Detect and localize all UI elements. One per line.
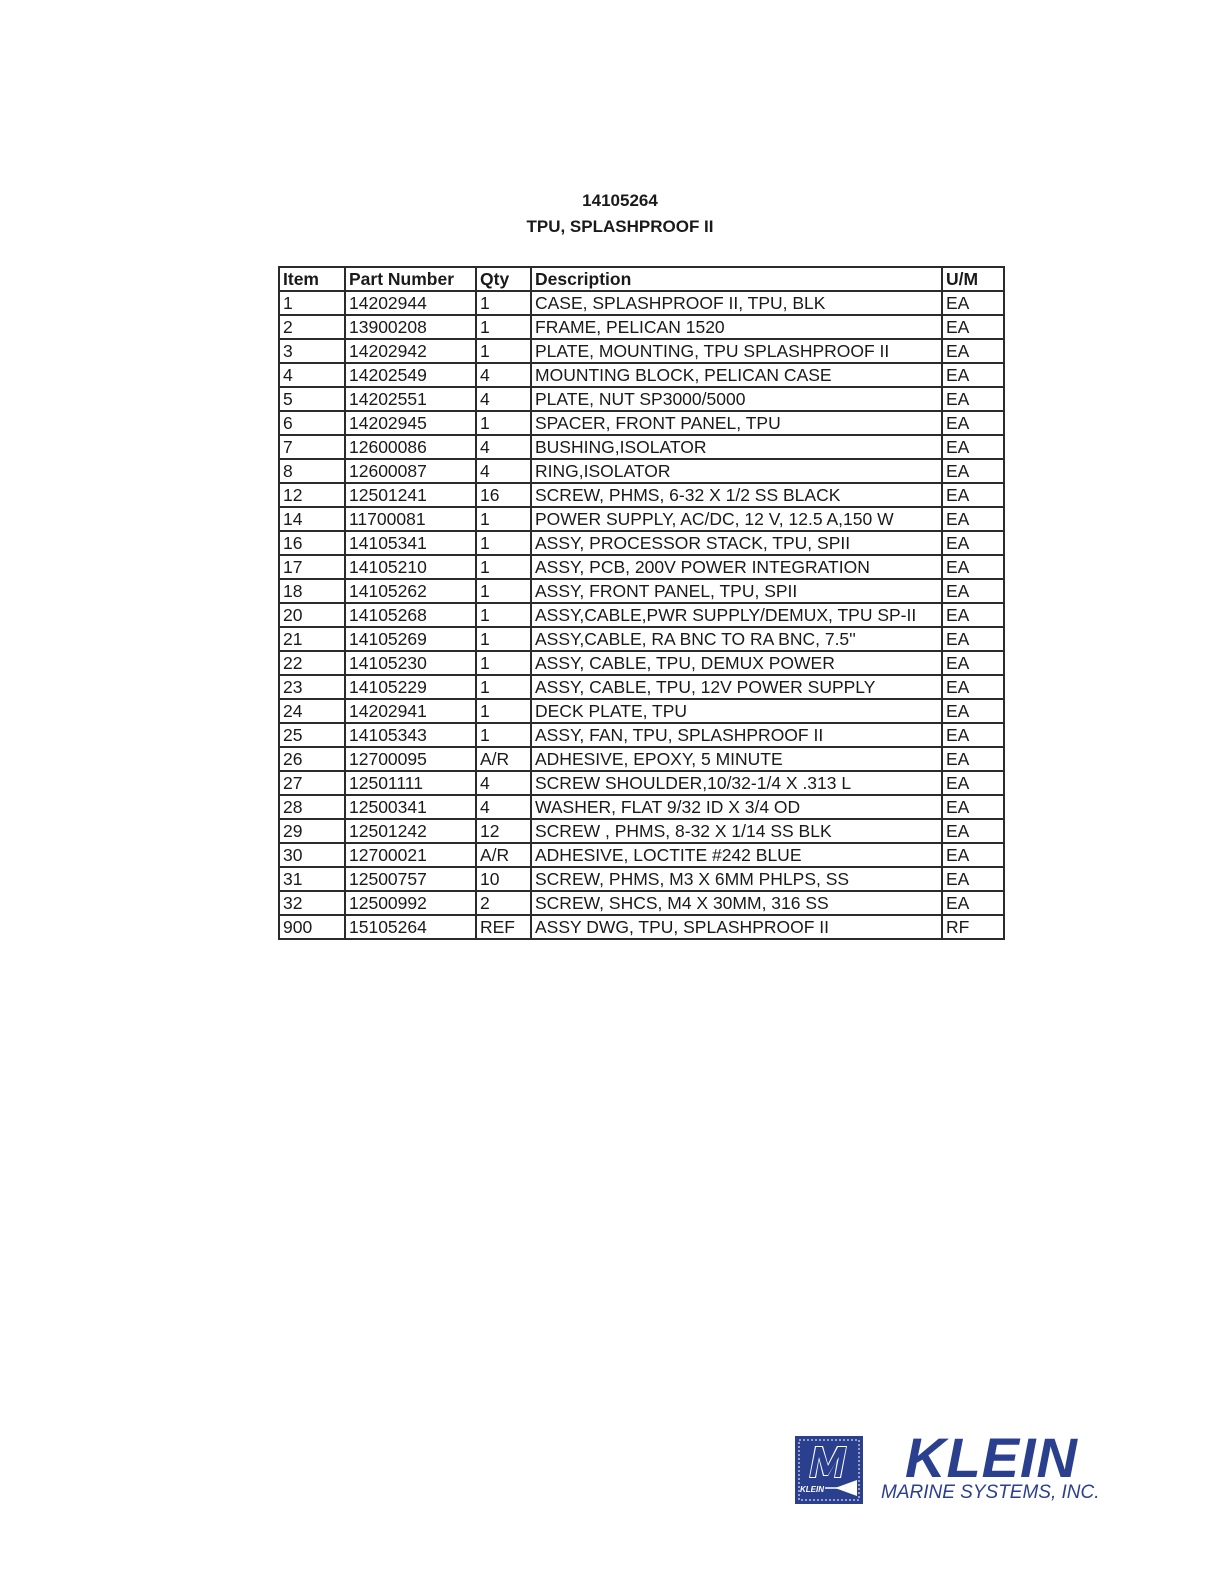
cell-um: EA [942, 627, 1004, 651]
table-row [279, 795, 1004, 819]
cell-description: SCREW SHOULDER,10/32-1/4 X .313 L [531, 771, 942, 795]
cell-description: ASSY,CABLE, RA BNC TO RA BNC, 7.5'' [531, 627, 942, 651]
cell-item: 900 [279, 915, 345, 939]
cell-description: ASSY, CABLE, TPU, DEMUX POWER [531, 651, 942, 675]
cell-qty: 16 [476, 483, 531, 507]
table-row [279, 483, 1004, 507]
cell-description: BUSHING,ISOLATOR [531, 435, 942, 459]
cell-part-number: 14202941 [345, 699, 476, 723]
cell-part-number: 14202942 [345, 339, 476, 363]
cell-item: 25 [279, 723, 345, 747]
cell-um: EA [942, 747, 1004, 771]
cell-qty: 1 [476, 699, 531, 723]
cell-um: EA [942, 387, 1004, 411]
cell-part-number: 11700081 [345, 507, 476, 531]
cell-item: 26 [279, 747, 345, 771]
table-row [279, 339, 1004, 363]
cell-qty: 1 [476, 627, 531, 651]
cell-item: 1 [279, 291, 345, 315]
cell-description: PLATE, MOUNTING, TPU SPLASHPROOF II [531, 339, 942, 363]
cell-item: 7 [279, 435, 345, 459]
cell-qty: 1 [476, 531, 531, 555]
cell-description: ASSY, FRONT PANEL, TPU, SPII [531, 579, 942, 603]
cell-part-number: 14105268 [345, 603, 476, 627]
table-row [279, 771, 1004, 795]
cell-um: EA [942, 507, 1004, 531]
document-header [0, 188, 1224, 240]
table-row [279, 315, 1004, 339]
cell-part-number: 15105264 [345, 915, 476, 939]
cell-qty: A/R [476, 843, 531, 867]
cell-part-number: 14105269 [345, 627, 476, 651]
cell-part-number: 13900208 [345, 315, 476, 339]
bill-of-materials-table [278, 266, 1005, 940]
cell-item: 32 [279, 891, 345, 915]
table-row [279, 507, 1004, 531]
cell-part-number: 14105210 [345, 555, 476, 579]
cell-description: POWER SUPPLY, AC/DC, 12 V, 12.5 A,150 W [531, 507, 942, 531]
assembly-number: 14105264 [582, 191, 658, 210]
table-body [279, 291, 1004, 939]
cell-item: 21 [279, 627, 345, 651]
cell-item: 24 [279, 699, 345, 723]
table-row [279, 603, 1004, 627]
cell-description: ASSY DWG, TPU, SPLASHPROOF II [531, 915, 942, 939]
cell-um: EA [942, 795, 1004, 819]
cell-description: ADHESIVE, LOCTITE #242 BLUE [531, 843, 942, 867]
table-row [279, 435, 1004, 459]
company-name: KLEIN [905, 1426, 1078, 1489]
cell-qty: 2 [476, 891, 531, 915]
cell-item: 2 [279, 315, 345, 339]
cell-item: 18 [279, 579, 345, 603]
cell-part-number: 14105229 [345, 675, 476, 699]
header-item: Item [279, 267, 345, 291]
cell-qty: 4 [476, 363, 531, 387]
cell-item: 17 [279, 555, 345, 579]
cell-part-number: 14202944 [345, 291, 476, 315]
cell-qty: 4 [476, 771, 531, 795]
table-row [279, 723, 1004, 747]
header-part-number: Part Number [345, 267, 476, 291]
cell-um: EA [942, 291, 1004, 315]
table-row [279, 363, 1004, 387]
table-row [279, 675, 1004, 699]
header-description: Description [531, 267, 942, 291]
company-subtitle: MARINE SYSTEMS, INC. [881, 1482, 1100, 1503]
cell-part-number: 12700095 [345, 747, 476, 771]
cell-um: EA [942, 867, 1004, 891]
cell-item: 27 [279, 771, 345, 795]
cell-um: EA [942, 315, 1004, 339]
cell-item: 8 [279, 459, 345, 483]
cell-qty: REF [476, 915, 531, 939]
cell-part-number: 14202945 [345, 411, 476, 435]
cell-item: 12 [279, 483, 345, 507]
cell-um: EA [942, 339, 1004, 363]
table-header-row [279, 267, 1004, 291]
cell-item: 28 [279, 795, 345, 819]
cell-description: SCREW, PHMS, M3 X 6MM PHLPS, SS [531, 867, 942, 891]
cell-item: 14 [279, 507, 345, 531]
table-row [279, 459, 1004, 483]
cell-part-number: 12500341 [345, 795, 476, 819]
cell-qty: 10 [476, 867, 531, 891]
cell-item: 31 [279, 867, 345, 891]
table-row [279, 843, 1004, 867]
cell-description: SCREW, PHMS, 6-32 X 1/2 SS BLACK [531, 483, 942, 507]
cell-um: EA [942, 651, 1004, 675]
cell-part-number: 14105343 [345, 723, 476, 747]
table-row [279, 555, 1004, 579]
klein-m-logo-icon [795, 1436, 863, 1504]
cell-item: 3 [279, 339, 345, 363]
cell-description: SCREW, SHCS, M4 X 30MM, 316 SS [531, 891, 942, 915]
table-row [279, 387, 1004, 411]
cell-part-number: 12500757 [345, 867, 476, 891]
cell-item: 20 [279, 603, 345, 627]
cell-um: EA [942, 723, 1004, 747]
logo-mark-label: KLEIN [800, 1485, 824, 1494]
cell-description: MOUNTING BLOCK, PELICAN CASE [531, 363, 942, 387]
cell-qty: 1 [476, 291, 531, 315]
cell-part-number: 12501111 [345, 771, 476, 795]
table-row [279, 411, 1004, 435]
cell-qty: 1 [476, 579, 531, 603]
cell-part-number: 12600086 [345, 435, 476, 459]
cell-item: 23 [279, 675, 345, 699]
table-row [279, 651, 1004, 675]
table-row [279, 531, 1004, 555]
cell-description: SCREW , PHMS, 8-32 X 1/14 SS BLK [531, 819, 942, 843]
cell-part-number: 14105230 [345, 651, 476, 675]
cell-part-number: 14202551 [345, 387, 476, 411]
cell-um: EA [942, 891, 1004, 915]
cell-description: ADHESIVE, EPOXY, 5 MINUTE [531, 747, 942, 771]
cell-um: EA [942, 699, 1004, 723]
cell-description: PLATE, NUT SP3000/5000 [531, 387, 942, 411]
cell-qty: 1 [476, 507, 531, 531]
klein-logo [795, 1426, 1115, 1506]
cell-description: FRAME, PELICAN 1520 [531, 315, 942, 339]
table-row [279, 915, 1004, 939]
cell-qty: A/R [476, 747, 531, 771]
header-um: U/M [942, 267, 1004, 291]
cell-um: EA [942, 675, 1004, 699]
cell-um: EA [942, 411, 1004, 435]
cell-um: EA [942, 435, 1004, 459]
cell-qty: 4 [476, 459, 531, 483]
cell-um: EA [942, 771, 1004, 795]
cell-um: EA [942, 555, 1004, 579]
cell-qty: 4 [476, 435, 531, 459]
cell-part-number: 12500992 [345, 891, 476, 915]
cell-qty: 1 [476, 411, 531, 435]
cell-um: EA [942, 483, 1004, 507]
cell-um: EA [942, 579, 1004, 603]
cell-um: EA [942, 531, 1004, 555]
cell-item: 6 [279, 411, 345, 435]
cell-part-number: 14202549 [345, 363, 476, 387]
cell-part-number: 12501242 [345, 819, 476, 843]
cell-description: ASSY, PCB, 200V POWER INTEGRATION [531, 555, 942, 579]
table-row [279, 579, 1004, 603]
cell-qty: 4 [476, 387, 531, 411]
cell-description: ASSY, FAN, TPU, SPLASHPROOF II [531, 723, 942, 747]
cell-um: EA [942, 363, 1004, 387]
cell-qty: 1 [476, 675, 531, 699]
cell-description: WASHER, FLAT 9/32 ID X 3/4 OD [531, 795, 942, 819]
cell-part-number: 14105262 [345, 579, 476, 603]
header-qty: Qty [476, 267, 531, 291]
cell-part-number: 14105341 [345, 531, 476, 555]
cell-item: 16 [279, 531, 345, 555]
cell-qty: 4 [476, 795, 531, 819]
cell-item: 29 [279, 819, 345, 843]
cell-qty: 1 [476, 555, 531, 579]
cell-qty: 1 [476, 603, 531, 627]
cell-description: SPACER, FRONT PANEL, TPU [531, 411, 942, 435]
cell-um: EA [942, 819, 1004, 843]
cell-um: RF [942, 915, 1004, 939]
cell-part-number: 12501241 [345, 483, 476, 507]
cell-description: ASSY,CABLE,PWR SUPPLY/DEMUX, TPU SP-II [531, 603, 942, 627]
cell-description: CASE, SPLASHPROOF II, TPU, BLK [531, 291, 942, 315]
cell-part-number: 12600087 [345, 459, 476, 483]
assembly-title: TPU, SPLASHPROOF II [526, 217, 714, 236]
cell-qty: 1 [476, 651, 531, 675]
table-row [279, 699, 1004, 723]
cell-item: 5 [279, 387, 345, 411]
cell-item: 30 [279, 843, 345, 867]
cell-um: EA [942, 459, 1004, 483]
cell-description: ASSY, PROCESSOR STACK, TPU, SPII [531, 531, 942, 555]
cell-part-number: 12700021 [345, 843, 476, 867]
table-row [279, 291, 1004, 315]
cell-um: EA [942, 603, 1004, 627]
table-row [279, 867, 1004, 891]
cell-description: ASSY, CABLE, TPU, 12V POWER SUPPLY [531, 675, 942, 699]
cell-qty: 1 [476, 723, 531, 747]
cell-description: RING,ISOLATOR [531, 459, 942, 483]
cell-qty: 1 [476, 339, 531, 363]
table-row [279, 627, 1004, 651]
cell-item: 22 [279, 651, 345, 675]
cell-qty: 1 [476, 315, 531, 339]
cell-item: 4 [279, 363, 345, 387]
table-row [279, 747, 1004, 771]
cell-description: DECK PLATE, TPU [531, 699, 942, 723]
table-row [279, 819, 1004, 843]
table-row [279, 891, 1004, 915]
cell-qty: 12 [476, 819, 531, 843]
cell-um: EA [942, 843, 1004, 867]
